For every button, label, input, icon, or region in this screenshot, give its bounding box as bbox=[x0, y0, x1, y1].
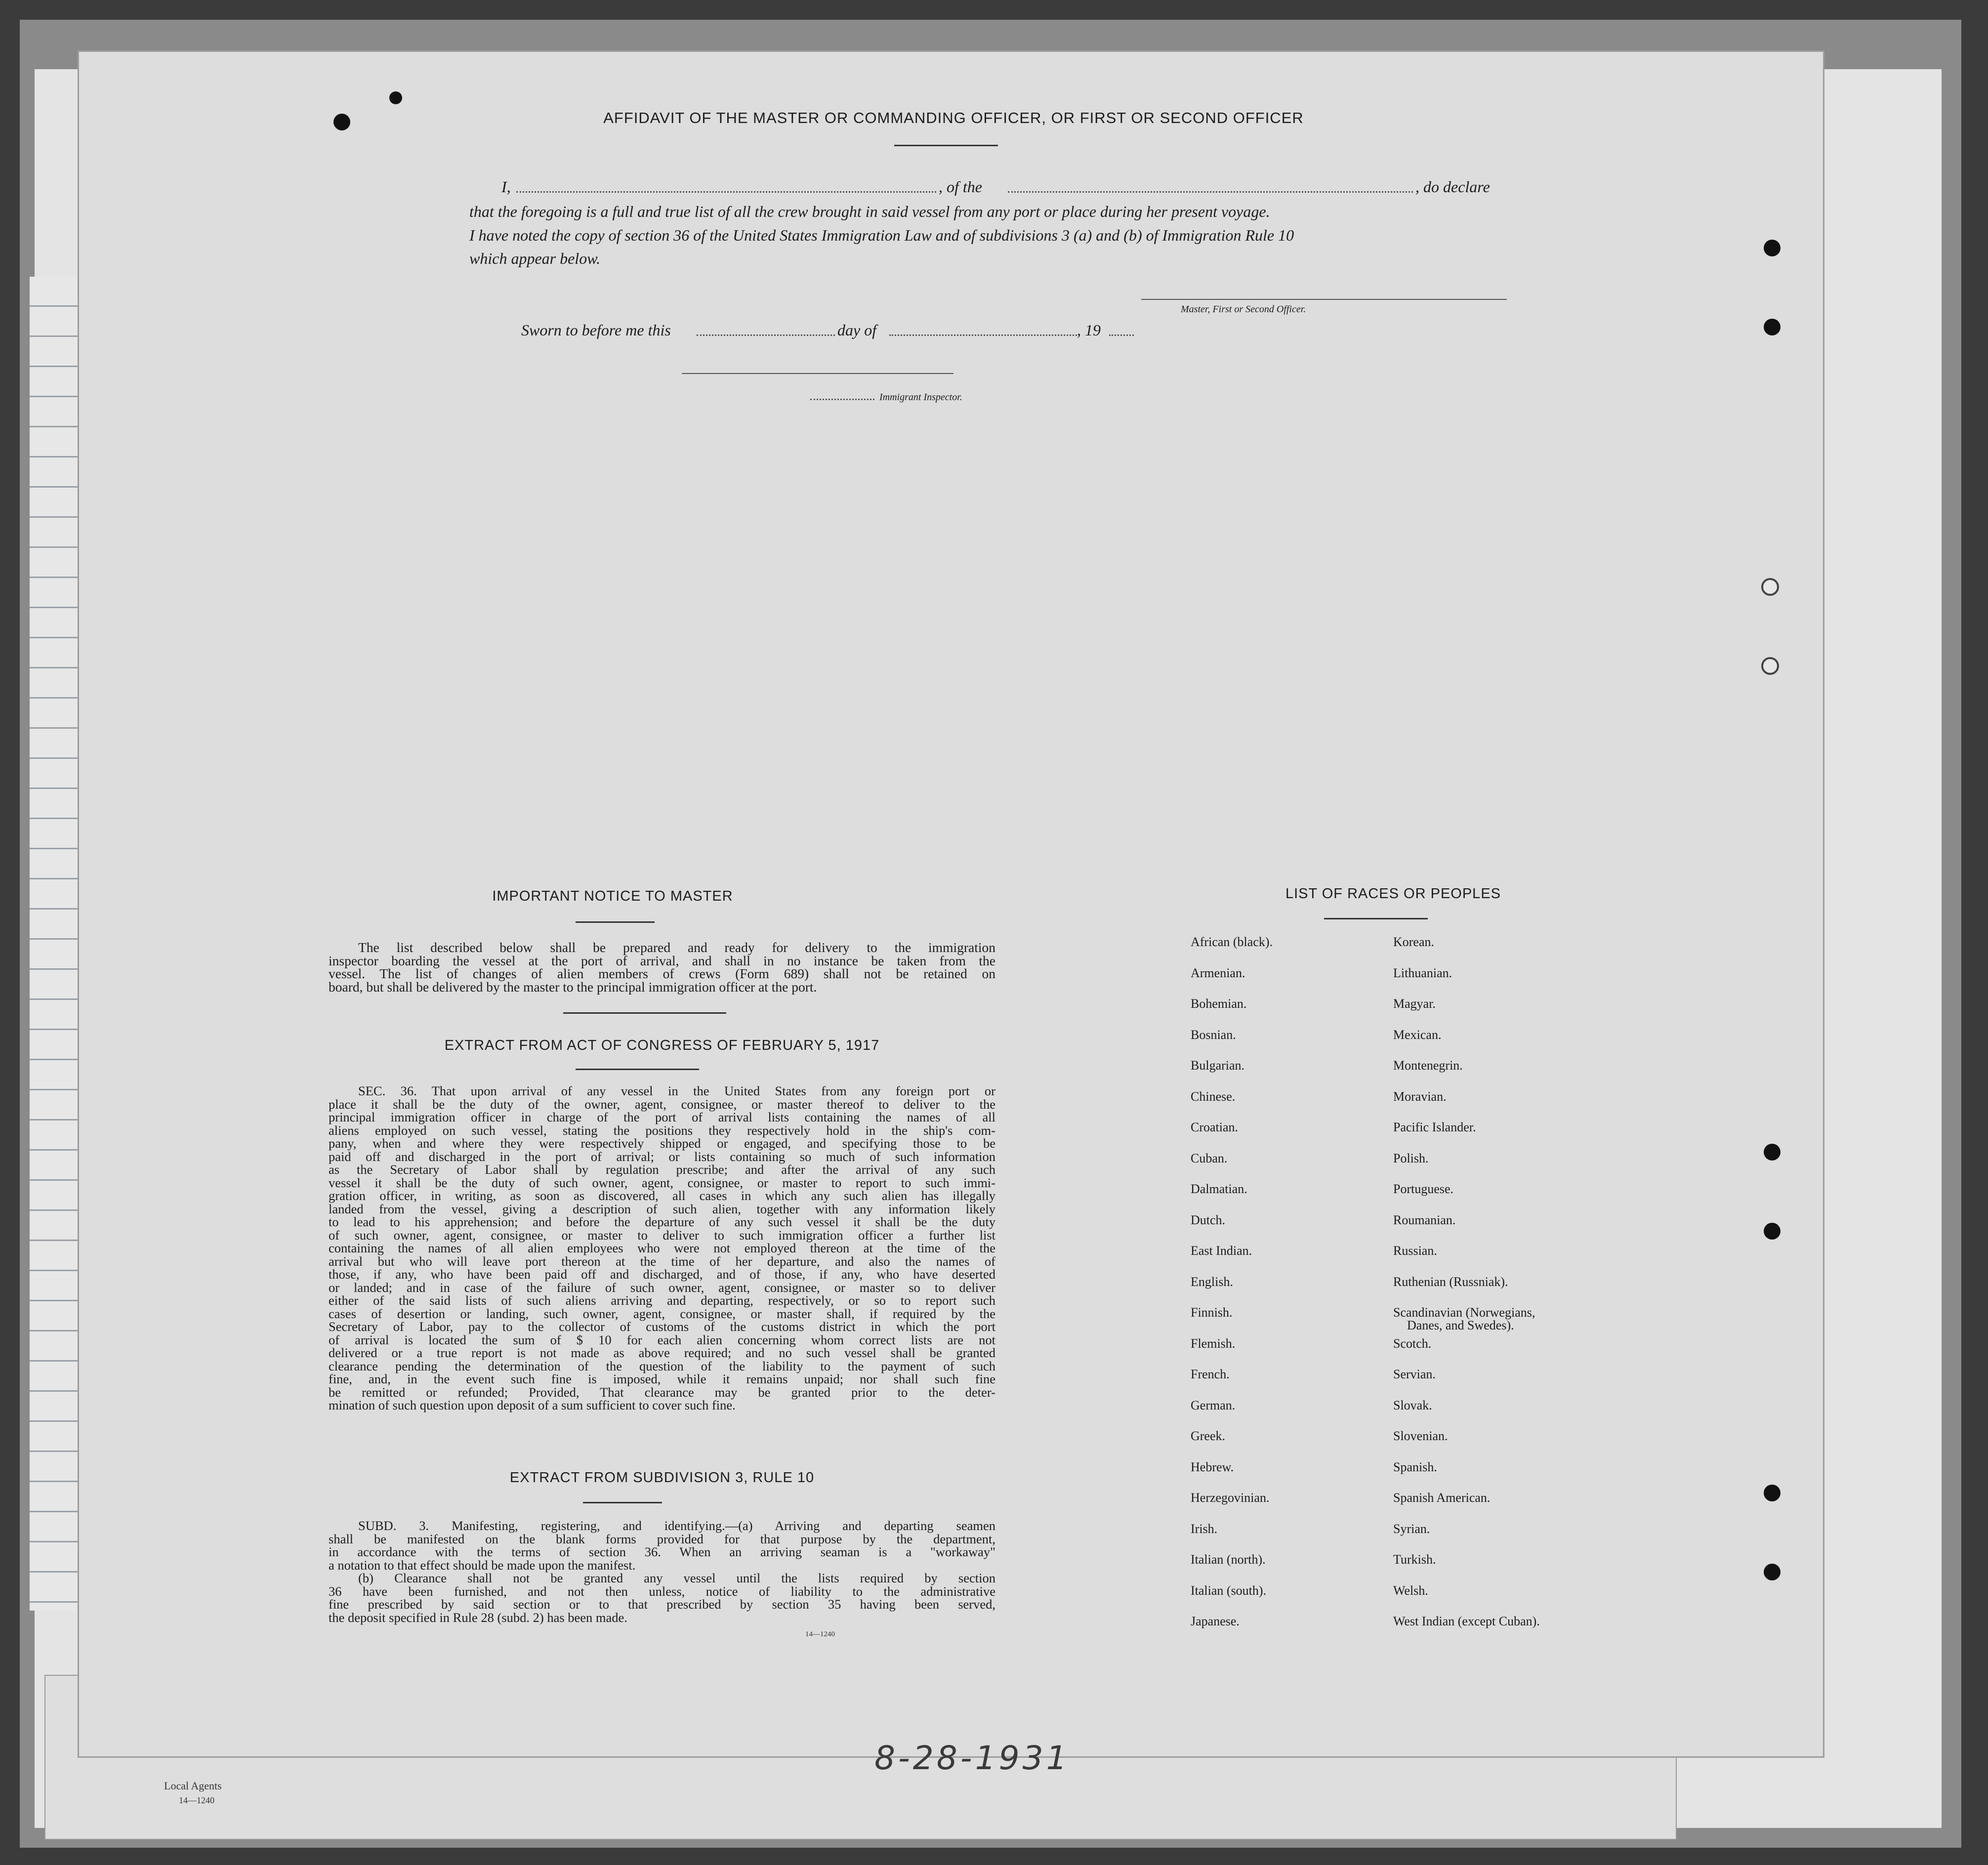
extract-act-line: vessel it shall be the duty of such owner, agent, consignee, or master to report to such immi- bbox=[329, 1175, 995, 1190]
punch-hole bbox=[1764, 1223, 1781, 1240]
sworn-prefix: Sworn to before me this bbox=[521, 321, 671, 339]
extract-act-line: or landed; and in case of the failure of such owner, agent, consignee, or master so to deliver bbox=[329, 1280, 995, 1295]
extract-act-line: containing the names of all alien employees who were not employed thereon at the time of the bbox=[329, 1241, 995, 1255]
inspector-caption: Immigrant Inspector. bbox=[879, 392, 962, 403]
sworn-year-line bbox=[1109, 334, 1134, 336]
race-item: Russian. bbox=[1393, 1243, 1437, 1258]
race-item: Pacific Islander. bbox=[1393, 1120, 1476, 1134]
race-item: Italian (south). bbox=[1191, 1583, 1267, 1598]
punch-hole bbox=[1761, 578, 1779, 596]
races-rule bbox=[1324, 918, 1428, 919]
race-item: Lithuanian. bbox=[1393, 965, 1452, 980]
punch-hole bbox=[1764, 1564, 1781, 1580]
race-item: Bohemian. bbox=[1191, 996, 1247, 1011]
race-item: Scandinavian (Norwegians, bbox=[1393, 1305, 1535, 1320]
race-item: Italian (north). bbox=[1191, 1552, 1266, 1567]
race-item: Bosnian. bbox=[1191, 1027, 1236, 1042]
notice-title: IMPORTANT NOTICE TO MASTER bbox=[492, 888, 733, 904]
extract-act-line: mination of such question upon deposit of a sum sufficient to cover such fine. bbox=[329, 1398, 736, 1412]
race-item: Syrian. bbox=[1393, 1521, 1430, 1536]
punch-hole bbox=[389, 91, 402, 104]
sworn-day-of: day of bbox=[837, 321, 877, 339]
extract-rule-line: the deposit specified in Rule 28 (subd. 2) has been made. bbox=[329, 1610, 627, 1625]
extract-act-line: to lead to his apprehension; and before the departure of any such vessel it shall be the duty bbox=[329, 1214, 995, 1229]
race-item: Greek. bbox=[1191, 1429, 1226, 1443]
extract-rule-paragraph bbox=[329, 1519, 995, 1624]
race-item: Korean. bbox=[1393, 935, 1435, 949]
race-item: English. bbox=[1191, 1274, 1233, 1289]
inspector-dots bbox=[810, 399, 874, 400]
name-field-line bbox=[516, 191, 936, 193]
race-item: Croatian. bbox=[1191, 1120, 1239, 1134]
race-item: Dalmatian. bbox=[1191, 1182, 1247, 1196]
race-item: Finnish. bbox=[1191, 1305, 1233, 1320]
race-item: Cuban. bbox=[1191, 1151, 1228, 1165]
race-item: Portuguese. bbox=[1393, 1182, 1454, 1196]
race-item: Hebrew. bbox=[1191, 1459, 1234, 1474]
affidavit-title: AFFIDAVIT OF THE MASTER OR COMMANDING OFFICER, OR FIRST OR SECOND OFFICER bbox=[603, 109, 1304, 126]
race-item: Slovak. bbox=[1393, 1398, 1432, 1412]
punch-hole bbox=[1764, 1144, 1781, 1160]
race-item: Herzegovinian. bbox=[1191, 1491, 1270, 1505]
extract-rule-line: fine prescribed by said section or to that prescribed by section 35 having been served, bbox=[329, 1597, 995, 1612]
form-number: 14—1240 bbox=[805, 1630, 835, 1638]
punch-hole bbox=[333, 114, 350, 130]
signature-line bbox=[1141, 299, 1507, 300]
extract-rule-rule bbox=[583, 1502, 662, 1503]
extract-rule-line: in accordance with the terms of section 36. When an arriving seaman is a "workaway" bbox=[329, 1544, 995, 1559]
sworn-year: , 19 bbox=[1077, 321, 1101, 339]
extract-rule-line: SUBD. 3. Manifesting, registering, and identifying.—(a) Arriving and departing seamen bbox=[358, 1518, 995, 1533]
race-item: Polish. bbox=[1393, 1151, 1429, 1165]
race-item: Ruthenian (Russniak). bbox=[1393, 1274, 1508, 1289]
extract-act-line: cases of desertion or landing, such owner, agent, consignee, or master shall, if required by the bbox=[329, 1306, 995, 1321]
extract-act-line: be remitted or refunded; Provided, That clearance may be granted prior to the deter- bbox=[329, 1384, 995, 1400]
extract-act-title: EXTRACT FROM ACT OF CONGRESS OF FEBRUARY 5, 1917 bbox=[444, 1037, 880, 1053]
punch-hole bbox=[1764, 240, 1781, 256]
extract-act-line: SEC. 36. That upon arrival of any vessel in the United States from any foreign port or bbox=[358, 1083, 995, 1098]
extract-act-line: clearance pending the determination of the question of the liability to the payment of such bbox=[329, 1358, 995, 1373]
race-item: East Indian. bbox=[1191, 1243, 1252, 1258]
extract-act-line: as the Secretary of Labor shall by regulation prescribe; and after the arrival of any such bbox=[329, 1162, 995, 1177]
affidavit-i: I, bbox=[501, 178, 511, 196]
race-item: Magyar. bbox=[1393, 996, 1436, 1011]
underlying-agents-text: Local Agents bbox=[164, 1780, 222, 1792]
notice-line: inspector boarding the vessel at the port of arrival, and shall in no instance be taken from the bbox=[329, 953, 995, 968]
extract-act-line: those, if any, who have been paid off and discharged, and of those, if any, who have deserted bbox=[329, 1267, 995, 1282]
race-item: German. bbox=[1191, 1398, 1236, 1412]
affidavit-line-4: which appear below. bbox=[469, 249, 601, 267]
extract-act-line: aliens employed on such vessel, stating the positions they respectively hold in the ship's com- bbox=[329, 1122, 995, 1138]
punch-hole bbox=[1764, 319, 1781, 335]
extract-act-rule bbox=[576, 1069, 699, 1070]
extract-act-line: gration officer, in writing, as soon as discovered, all cases in which any such alien has illegally bbox=[329, 1188, 995, 1203]
extract-act-line: of such owner, agent, consignee, or master to deliver to such immigration officer a further list bbox=[329, 1227, 995, 1243]
race-item: Bulgarian. bbox=[1191, 1058, 1245, 1073]
race-item: Mexican. bbox=[1393, 1027, 1442, 1042]
notice-paragraph bbox=[329, 941, 995, 994]
notice-line: vessel. The list of changes of alien members of crews (Form 689) shall not be retained on bbox=[329, 966, 995, 981]
handwritten-date: 8-28-1931 bbox=[874, 1739, 1070, 1777]
extract-act-line: of arrival is located the sum of $ 10 for each alien concerning whom correct lists are not bbox=[329, 1332, 995, 1347]
sworn-day-line bbox=[697, 334, 835, 336]
title-rule bbox=[894, 145, 998, 146]
race-item: Japanese. bbox=[1191, 1614, 1240, 1628]
document-page bbox=[79, 52, 1823, 1756]
race-item: Flemish. bbox=[1191, 1336, 1236, 1351]
ruled-ledger-edge bbox=[30, 277, 84, 1611]
inspector-line bbox=[682, 373, 953, 374]
extract-act-line: pany, when and where they were respectively shipped or engaged, and specifying those to be bbox=[329, 1136, 995, 1151]
extract-rule-title: EXTRACT FROM SUBDIVISION 3, RULE 10 bbox=[509, 1470, 815, 1486]
extract-act-line: paid off and discharged in the port of arrival; or lists containing so much of such information bbox=[329, 1149, 995, 1164]
extract-rule-line: 36 have been furnished, and not then unless, notice of liability to the administrative bbox=[329, 1583, 995, 1599]
extract-rule-line: a notation to that effect should be made upon the manifest. bbox=[329, 1557, 636, 1573]
notice-line: board, but shall be delivered by the master to the principal immigration officer at the port. bbox=[329, 979, 817, 995]
notice-line: The list described below shall be prepared and ready for delivery to the immigration bbox=[358, 940, 995, 955]
race-item: Roumanian. bbox=[1393, 1212, 1456, 1227]
race-item: Spanish. bbox=[1393, 1459, 1437, 1474]
race-item: Slovenian. bbox=[1393, 1429, 1448, 1443]
extract-act-line: landed from the vessel, giving a description of such alien, together with any information likely bbox=[329, 1201, 995, 1216]
race-item: Irish. bbox=[1191, 1521, 1218, 1536]
extract-act-line: either of the said lists of such aliens arriving and departing, respectively, or so to report such bbox=[329, 1293, 995, 1308]
affidavit-line-2: that the foregoing is a full and true list of all the crew brought in said vessel from any port or place during her present voyage. bbox=[469, 203, 1270, 220]
vessel-field-line bbox=[1008, 191, 1413, 193]
race-item: Scotch. bbox=[1393, 1336, 1432, 1351]
race-item: Montenegrin. bbox=[1393, 1058, 1463, 1073]
extract-act-paragraph bbox=[329, 1084, 995, 1412]
affidavit-declare: , do declare bbox=[1415, 178, 1490, 196]
affidavit-of-the: , of the bbox=[939, 178, 982, 196]
signature-caption: Master, First or Second Officer. bbox=[1181, 304, 1306, 315]
races-title: LIST OF RACES OR PEOPLES bbox=[1285, 886, 1501, 902]
race-item: Servian. bbox=[1393, 1367, 1436, 1381]
underlying-form-number: 14—1240 bbox=[179, 1795, 214, 1805]
race-item: Danes, and Swedes). bbox=[1407, 1318, 1514, 1332]
race-item: West Indian (except Cuban). bbox=[1393, 1614, 1540, 1628]
race-item: Spanish American. bbox=[1393, 1491, 1491, 1505]
extract-rule-line: shall be manifested on the blank forms provided for that purpose by the department, bbox=[329, 1531, 995, 1546]
race-item: Turkish. bbox=[1393, 1552, 1436, 1567]
race-item: Chinese. bbox=[1191, 1089, 1236, 1104]
race-item: Welsh. bbox=[1393, 1583, 1428, 1598]
affidavit-line-3: I have noted the copy of section 36 of the United States Immigration Law and of subdivisions 3 (a) and (b) of Immigration Rule 10 bbox=[469, 226, 1294, 244]
race-item: Armenian. bbox=[1191, 965, 1245, 980]
extract-act-line: fine, and, in the event such fine is imposed, while it remains unpaid; nor shall such fine bbox=[329, 1371, 995, 1386]
extract-act-line: Secretary of Labor, pay to the collector of customs of the customs district in which the port bbox=[329, 1319, 995, 1334]
extract-rule-line: (b) Clearance shall not be granted any vessel until the lists required by section bbox=[358, 1571, 995, 1585]
sworn-month-line bbox=[889, 334, 1077, 336]
race-item: Dutch. bbox=[1191, 1212, 1226, 1227]
extract-act-line: principal immigration officer in charge of the port of arrival lists containing the names of all bbox=[329, 1110, 995, 1124]
race-item: Moravian. bbox=[1393, 1089, 1447, 1104]
extract-act-line: place it shall be the duty of the owner, agent, consignee, or master thereof to deliver to the bbox=[329, 1096, 995, 1112]
race-item: African (black). bbox=[1191, 935, 1273, 949]
notice-end-rule bbox=[563, 1012, 726, 1014]
punch-hole bbox=[1764, 1485, 1781, 1501]
notice-rule bbox=[576, 921, 655, 923]
race-item: French. bbox=[1191, 1367, 1230, 1381]
extract-act-line: delivered or a true report is not made as above required; and no such vessel shall be granted bbox=[329, 1345, 995, 1360]
punch-hole bbox=[1761, 657, 1779, 675]
extract-act-line: arrival but who will leave port thereon at the time of her departure, and also the names of bbox=[329, 1253, 995, 1269]
